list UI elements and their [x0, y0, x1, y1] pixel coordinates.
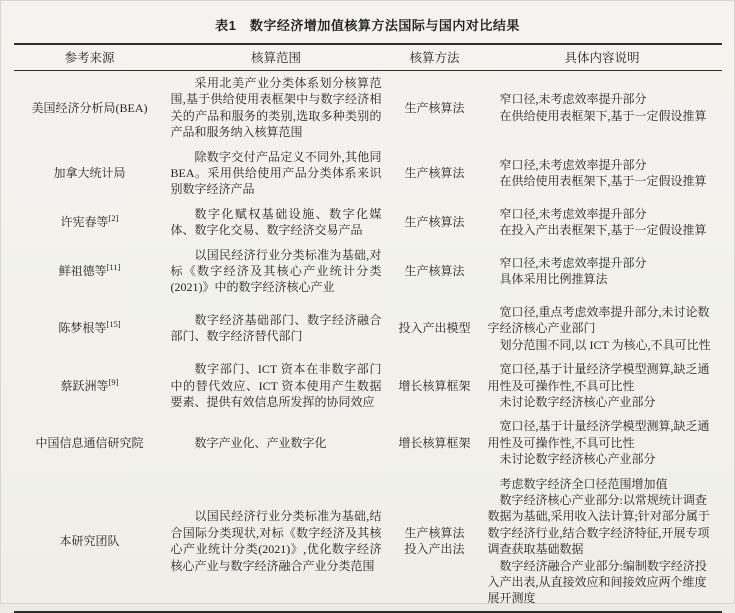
source-name: 鲜祖德等 [58, 264, 107, 279]
details-cell [483, 145, 722, 202]
method-cell [387, 414, 483, 471]
details-cell [483, 202, 722, 243]
source-name: 许宪春等 [60, 215, 109, 230]
method-cell [387, 243, 483, 300]
method-line: 生产核算法 [404, 525, 465, 540]
detail-paragraph: 划分范围不同,以 ICT 为核心,不具可比性 [499, 337, 711, 352]
detail-paragraph: 在供给使用表框架下,基于一定假设推算 [499, 174, 707, 189]
source-name: 本研究团队 [59, 533, 120, 548]
scope-text: 以国民经济行业分类标准为基础,结合国际分类现状,对标《数字经济及其核心产业统计分类(2021)》,优化数字经济核心产业与数字经济融合产业分类范围 [170, 509, 382, 573]
source-name: 蔡跃洲等 [60, 378, 109, 393]
table-row [14, 414, 722, 471]
method-cell [387, 357, 483, 414]
scope-text: 以国民经济行业分类标准为基础,对标《数字经济及其核心产业统计分类(2021)》中的数字经济核心产业 [170, 247, 382, 295]
details-cell [483, 357, 722, 414]
scope-cell [166, 300, 387, 357]
table-row [14, 300, 722, 357]
method-cell [387, 71, 483, 145]
method-line: 增长核算框架 [398, 378, 471, 393]
method-cell [387, 145, 483, 202]
source-name: 加拿大统计局 [53, 166, 126, 181]
column-header-2: 核算方法 [387, 44, 483, 71]
citation-superscript: [11] [106, 262, 121, 273]
scope-cell [166, 202, 387, 243]
detail-paragraph: 在供给使用表框架下,基于一定假设推算 [499, 108, 707, 123]
source-name: 中国信息通信研究院 [35, 435, 144, 450]
source-cell [14, 243, 166, 300]
table-row [14, 472, 722, 612]
table-row [14, 145, 722, 202]
detail-paragraph: 宽口径,重点考虑效率提升部分,未讨论数字经济核心产业部门 [487, 304, 710, 336]
details-cell [483, 472, 722, 612]
scope-cell [166, 472, 387, 612]
method-line: 投入产出模型 [398, 321, 471, 336]
details-cell [483, 300, 722, 357]
detail-paragraph: 数字经济核心产业部分:以常规统计调查数据为基础,采用收入法计算;针对部分属于数字经济行业,结合数字经济特征,开展专项调查获取基础数据 [487, 492, 710, 557]
detail-paragraph: 宽口径,基于计量经济学模型测算,缺乏通用性及可操作性,不具可比性 [487, 362, 710, 393]
detail-paragraph: 未讨论数字经济核心产业部分 [499, 452, 656, 467]
detail-paragraph: 未讨论数字经济核心产业部分 [499, 394, 656, 409]
source-cell [14, 145, 166, 202]
table-body [14, 71, 722, 612]
source-name: 陈梦根等 [58, 321, 107, 336]
detail-paragraph: 数字经济融合产业部分:编制数字经济投入产出表,从直接效应和间接效应两个维度展开测度 [487, 558, 707, 606]
scope-cell [166, 145, 387, 202]
scope-text: 数字经济基础部门、数字经济融合部门、数字经济替代部门 [170, 313, 382, 344]
header-row [14, 44, 722, 71]
detail-paragraph: 在投入产出表框架下,基于一定假设推算 [499, 223, 707, 238]
table-caption: 表1 数字经济增加值核算方法国际与国内对比结果 [215, 18, 520, 33]
source-name: 美国经济分析局(BEA) [31, 100, 148, 115]
table-row [14, 243, 722, 300]
method-cell [387, 472, 483, 612]
scope-text: 数字化赋权基础设施、数字化媒体、数字化交易、数字经济交易产品 [170, 206, 382, 238]
method-line: 生产核算法 [404, 100, 465, 115]
scope-cell [166, 414, 387, 471]
source-cell [14, 202, 166, 243]
table-header [14, 44, 722, 71]
method-line: 生产核算法 [404, 264, 465, 279]
source-cell [14, 472, 166, 612]
detail-paragraph: 窄口径,未考虑效率提升部分 [499, 157, 647, 172]
column-header-0: 参考来源 [14, 44, 166, 71]
table-row [14, 202, 722, 243]
source-cell [14, 300, 166, 357]
detail-paragraph: 窄口径,未考虑效率提升部分 [499, 255, 647, 270]
comparison-table [14, 43, 722, 613]
source-cell [14, 71, 166, 145]
method-line: 生产核算法 [404, 215, 465, 230]
scope-text: 除数字交付产品定义不同外,其他同 BEA。采用供给使用产品分类体系来识别数字经济产品 [170, 149, 382, 197]
method-cell [387, 202, 483, 243]
method-line: 生产核算法 [404, 166, 465, 181]
method-line: 投入产出法 [404, 542, 465, 557]
detail-paragraph: 具体采用比例推算法 [499, 272, 608, 287]
detail-paragraph: 宽口径,基于计量经济学模型测算,缺乏通用性及可操作性,不具可比性 [487, 419, 710, 450]
details-cell [483, 414, 722, 471]
scope-text: 数字产业化、产业数字化 [194, 435, 327, 450]
details-cell [483, 71, 722, 145]
table-row [14, 357, 722, 414]
method-line: 增长核算框架 [398, 435, 471, 450]
scope-cell [166, 71, 387, 145]
detail-paragraph: 窄口径,未考虑效率提升部分 [499, 92, 647, 107]
method-cell [387, 300, 483, 357]
column-header-3: 具体内容说明 [483, 44, 722, 71]
detail-paragraph: 考虑数字经济全口径范围增加值 [499, 476, 668, 491]
table-row [14, 71, 722, 145]
citation-superscript: [15] [106, 319, 121, 330]
details-cell [483, 243, 722, 300]
citation-superscript: [2] [108, 213, 119, 224]
scope-text: 采用北美产业分类体系划分核算范围,基于供给使用表框架中与数字经济相关的产品和服务的类别,选取多种类别的产品和服务纳入核算范围 [170, 76, 382, 140]
scope-text: 数字部门、ICT 资本在非数字部门中的替代效应、ICT 资本使用产生数据要素、提供有效信息所发挥的协同效应 [170, 362, 382, 409]
source-cell [14, 414, 166, 471]
scope-cell [166, 357, 387, 414]
column-header-1: 核算范围 [166, 44, 387, 71]
citation-superscript: [9] [108, 376, 119, 387]
scope-cell [166, 243, 387, 300]
source-cell [14, 357, 166, 414]
detail-paragraph: 窄口径,未考虑效率提升部分 [499, 206, 647, 221]
